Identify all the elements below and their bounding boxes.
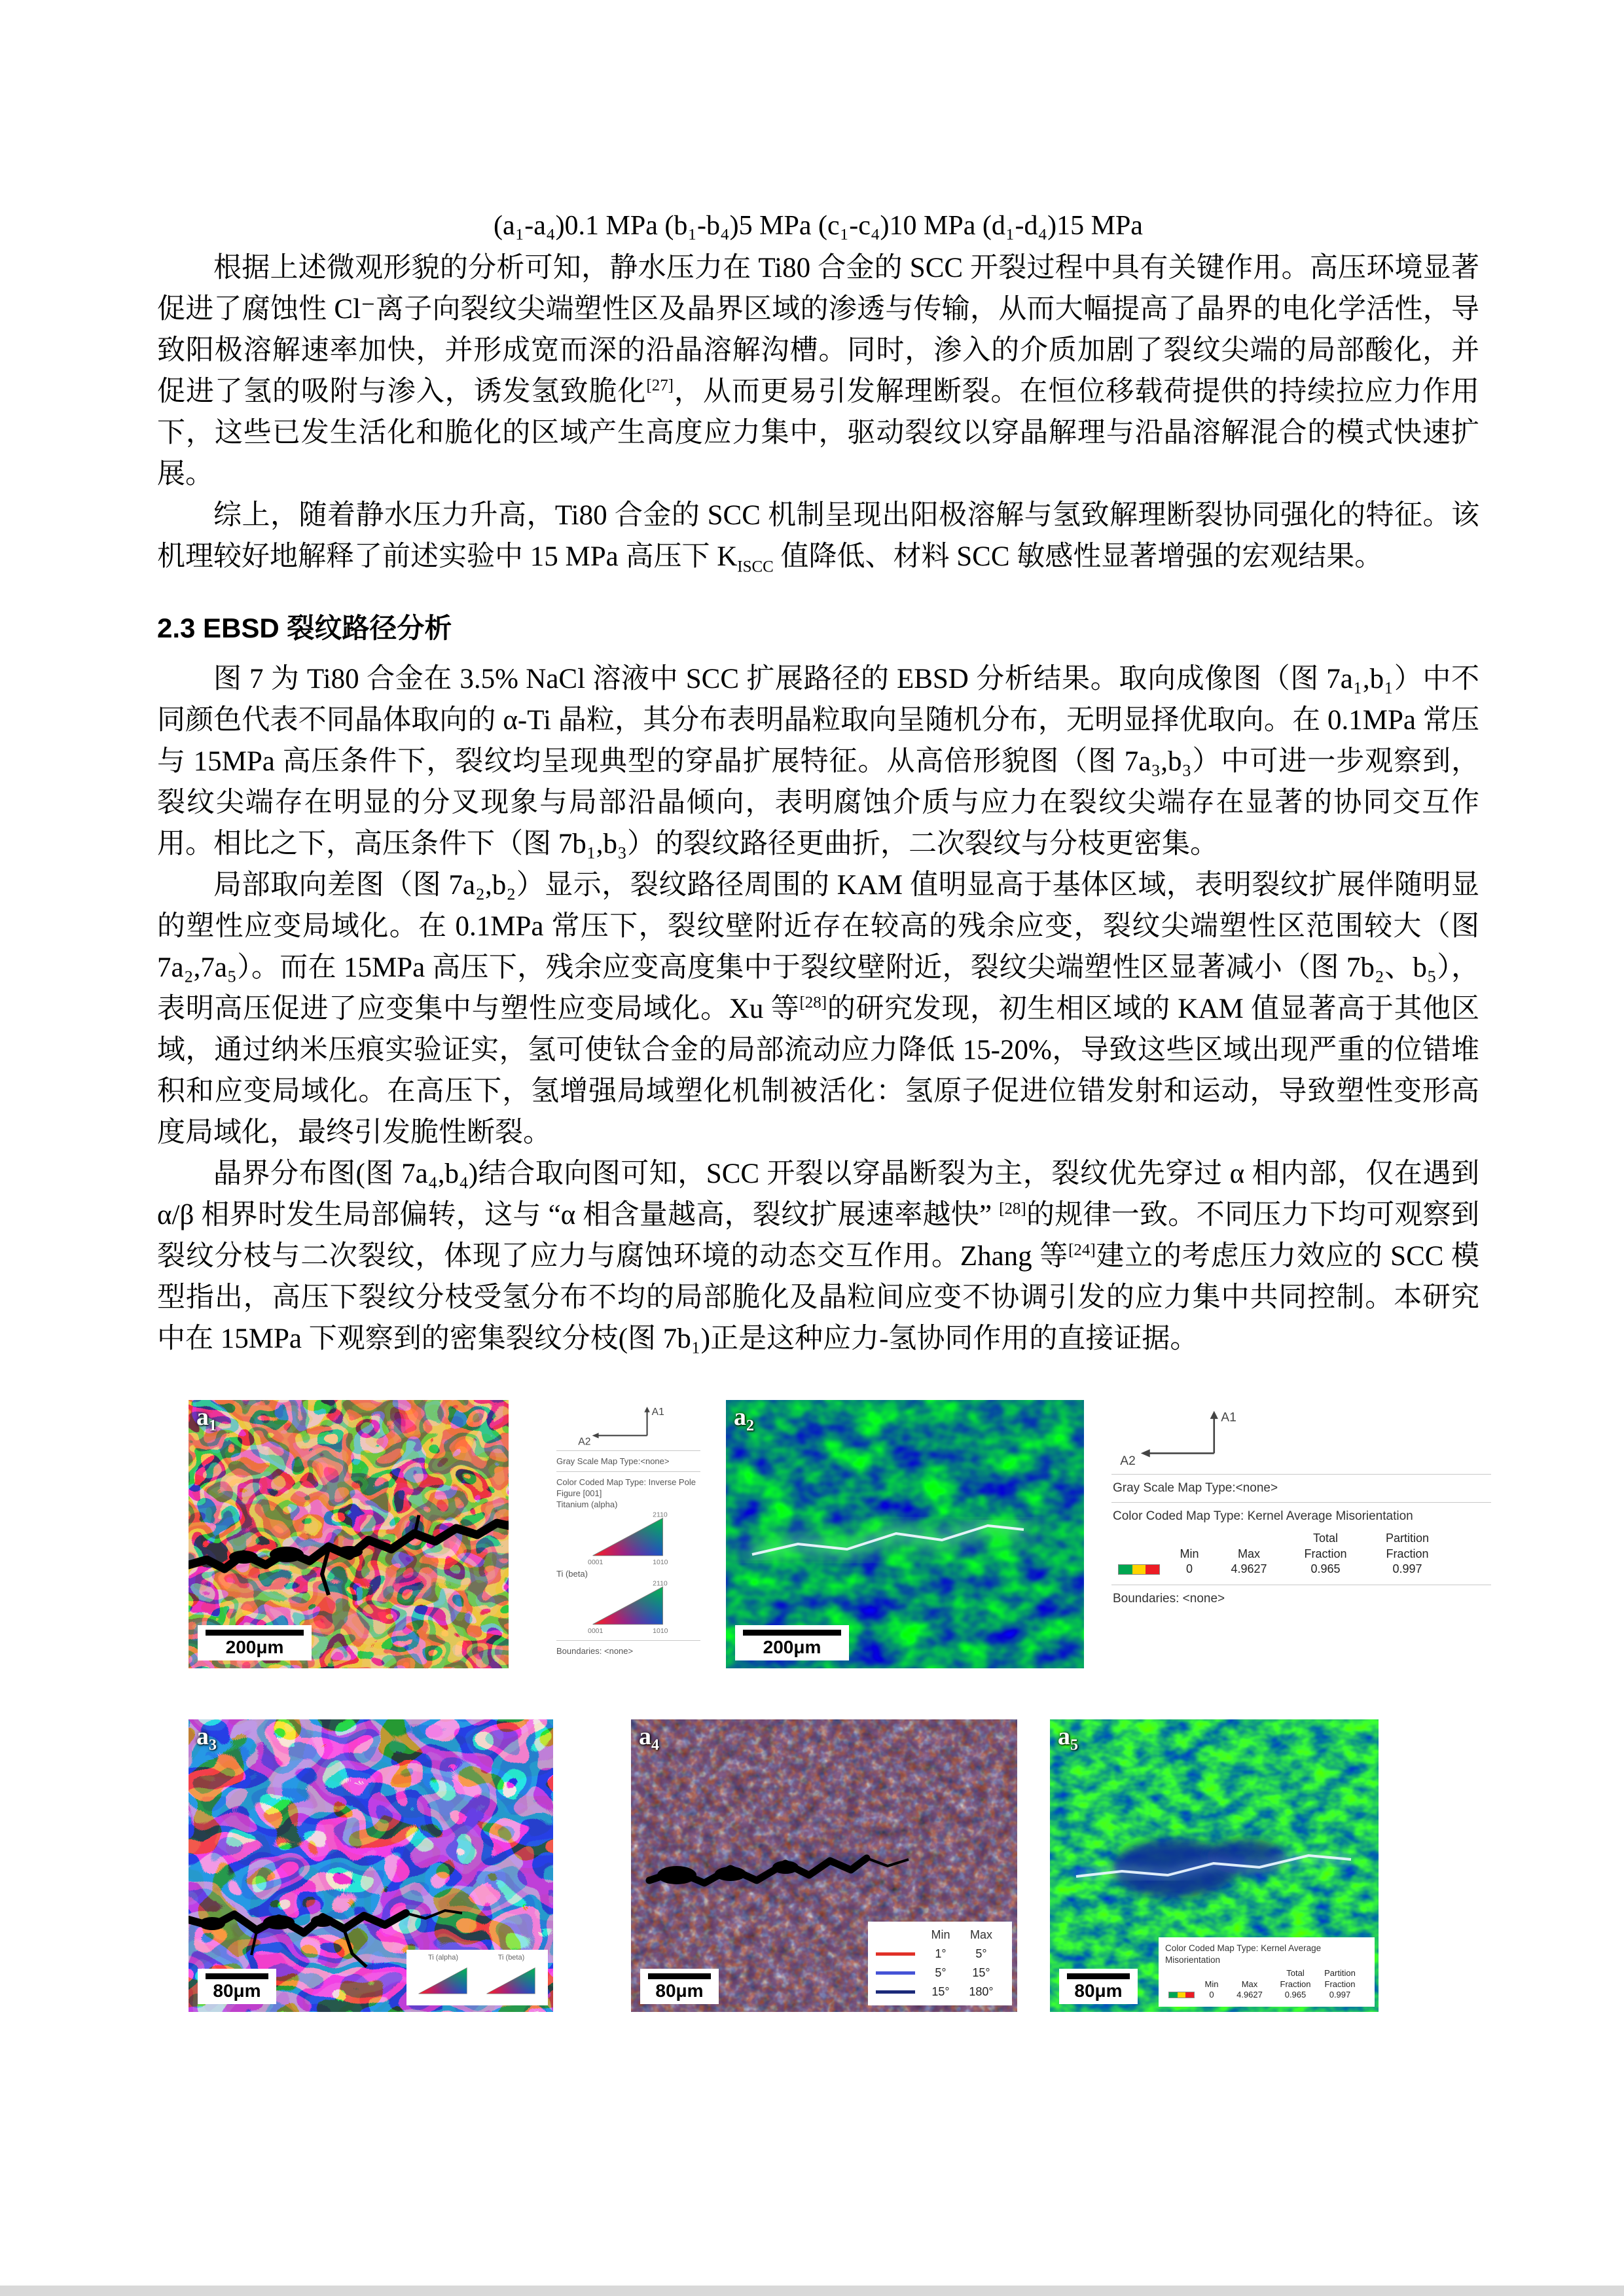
panel-label-a1: $a_1$ — [196, 1403, 217, 1435]
divider — [1111, 1474, 1491, 1475]
kam-color-swatch — [1168, 1992, 1195, 1998]
scalebar-label: 80μm — [655, 1981, 704, 2001]
kam-table-row: 0 4.9627 0.965 0.997 — [1111, 1562, 1491, 1577]
svg-text:0001: 0001 — [588, 1558, 604, 1566]
boundary-color-line — [876, 1952, 915, 1956]
kam-color-swatch — [1118, 1564, 1160, 1575]
phase-label-beta: Ti (beta) — [556, 1568, 588, 1579]
scalebar-label: 200μm — [763, 1637, 821, 1657]
kam-legend-panel — [1108, 1403, 1495, 1614]
divider — [556, 1450, 700, 1451]
figure-7 — [157, 1400, 1479, 2022]
boundaries-label: Boundaries: <none> — [556, 1645, 634, 1656]
svg-text:2110: 2110 — [653, 1580, 668, 1588]
scalebar-line — [206, 1630, 304, 1636]
ebsd-panel-a2 — [726, 1400, 1084, 1668]
svg-text:A2: A2 — [578, 1436, 591, 1446]
paragraph: 图 7 为 Ti80 合金在 3.5% NaCl 溶液中 SCC 扩展路径的 EBSD 分析结果。取向成像图（图 7a₁,b₁）中不同颜色代表不同晶体取向的 α-Ti 晶粒，其分布表明晶粒取向呈随机分布，无明显择优取向。在 0.1MPa 常压与 15MPa 高压条件下，裂纹均呈现典型的穿晶扩展特征。从高倍形貌图（图 7a₃,b₃）中可进一步观察到，裂纹尖端存在明显的分叉现象与局部沿晶倾向，表明腐蚀介质与应力在裂纹尖端存在显著的协同交互作用。相比之下，高压条件下（图 7b₁,b₃）的裂纹路径更曲折，二次裂纹与分枝更密集。 — [157, 664, 1479, 859]
kam-table-header-1: Total Partition — [1312, 1532, 1430, 1545]
ipf-color-key-icon — [483, 1964, 539, 2001]
ebsd-panel-a5 — [1050, 1719, 1379, 2012]
panel-label-a3: $a_3$ — [196, 1723, 217, 1754]
scalebar-line — [743, 1630, 841, 1636]
scalebar-label: 80μm — [213, 1981, 261, 2001]
grayscale-map-type: Gray Scale Map Type:<none> — [556, 1456, 670, 1466]
page-content — [157, 208, 1479, 2022]
kam-table-header-1: Total Partition — [1286, 1968, 1356, 1979]
boundary-color-line — [876, 1990, 915, 1994]
scalebar-a2 — [735, 1625, 849, 1660]
kam-table-header-2: Min Max Fraction Fraction — [1204, 1979, 1356, 1989]
kam-table-small — [1165, 1968, 1368, 2000]
paragraph: 局部取向差图（图 7a₂,b₂）显示，裂纹路径周围的 KAM 值明显高于基体区域，表明裂纹扩展伴随明显的塑性应变局域化。在 0.1MPa 常压下，裂纹壁附近存在较高的残余应变，裂纹尖端塑性区范围较大（图 7a₂,7a₅）。而在 15MPa 高压下，残余应变高度集中于裂纹壁附近，裂纹尖端塑性区显著减小（图 7b₂、b₅），表明高压促进了应变集中与塑性应变局域化。Xu 等[28]的研究发现，初生相区域的 KAM 值显著高于其他区域，通过纳米压痕实验证实，氢可使钛合金的局部流动应力降低 15-20%，导致这些区域出现严重的位错堆积和应变局域化。在高压下，氢增强局域塑化机制被活化：氢原子促进位错发射和运动，导致塑性变形高度局域化，最终引发脆性断裂。 — [157, 870, 1479, 1148]
kam-table-row: 0 4.9627 0.965 0.997 — [1165, 1990, 1368, 2000]
panel-label-a2: $a_2$ — [734, 1403, 754, 1435]
phase-label-alpha: Titanium (alpha) — [556, 1499, 618, 1510]
colorcoded-map-type: Color Coded Map Type: Inverse Pole Figure [001] — [556, 1477, 696, 1499]
ipf-key-box — [406, 1950, 548, 2005]
paragraph: 晶界分布图(图 7a₄,b₄)结合取向图可知，SCC 开裂以穿晶断裂为主，裂纹优先穿过 α 相内部，仅在遇到 α/β 相界时发生局部偏转，这与 “α 相含量越高，裂纹扩展速率越快” [28]的规律一致。不同压力下均可观察到裂纹分枝与二次裂纹，体现了应力与腐蚀环境的动态交互作用。Zhang 等[24]建立的考虑压力效应的 SCC 模型指出，高压下裂纹分枝受氢分布不均的局部脆化及晶粒间应变不协调引发的应力集中共同控制。本研究中在 15MPa 下观察到的密集裂纹分枝(图 7b₁)正是这种应力-氢协同作用的直接证据。 — [157, 1158, 1480, 1354]
svg-text:A1: A1 — [1221, 1410, 1236, 1425]
panel-label-a5: $a_5$ — [1058, 1723, 1078, 1754]
colorcoded-map-type: Color Coded Map Type: Kernel Average Misorientation — [1113, 1509, 1413, 1523]
scalebar-a3 — [198, 1969, 276, 2004]
kam-mini-legend — [1159, 1937, 1375, 2007]
divider — [556, 1471, 700, 1472]
misorientation-row: 15° 180° — [876, 1985, 1004, 1999]
page-bottom-edge — [0, 2286, 1624, 2296]
svg-text:1010: 1010 — [653, 1558, 668, 1566]
ipf-color-key-icon — [588, 1512, 669, 1567]
scalebar-a4 — [640, 1969, 719, 2004]
svg-text:0001: 0001 — [588, 1627, 604, 1635]
boundary-color-line — [876, 1971, 915, 1975]
colorcoded-map-type: Color Coded Map Type: Kernel Average Misorientation — [1165, 1943, 1322, 1965]
svg-text:1010: 1010 — [653, 1627, 668, 1635]
ipf-color-key-icon — [588, 1581, 669, 1636]
svg-text:2110: 2110 — [653, 1511, 668, 1519]
scalebar-a1 — [198, 1625, 312, 1660]
paragraph: 综上，随着静水压力升高，Ti80 合金的 SCC 机制呈现出阳极溶解与氢致解理断裂协同强化的特征。该机理较好地解释了前述实验中 15 MPa 高压下 $K_{ISCC}$ 值降低、材料 SCC 敏感性显著增强的宏观结果。 — [157, 500, 1479, 576]
scalebar-line — [648, 1973, 711, 1979]
axes-icon — [575, 1404, 673, 1446]
misorientation-legend-header: Min Max — [931, 1928, 992, 1941]
boundaries-label: Boundaries: <none> — [1113, 1592, 1225, 1606]
ebsd-panel-a4 — [631, 1719, 1017, 2012]
ebsd-panel-a3 — [189, 1719, 553, 2012]
section-heading: 2.3 EBSD 裂纹路径分析 — [157, 613, 452, 643]
scalebar-line — [1067, 1973, 1130, 1979]
ipf-color-key-icon — [415, 1964, 471, 2001]
misorientation-row: 1° 5° — [876, 1947, 1004, 1961]
scalebar-a5 — [1059, 1969, 1138, 2004]
scalebar-label: 200μm — [225, 1637, 284, 1657]
ipf-key-alpha: Ti (alpha) — [412, 1954, 475, 2001]
panel-label-a4: $a_4$ — [639, 1723, 659, 1754]
misorientation-legend — [868, 1922, 1012, 2005]
axes-icon — [1117, 1404, 1254, 1469]
divider — [1111, 1502, 1491, 1503]
figure-series-caption: (a₁-a₄)0.1 MPa (b₁-b₄)5 MPa (c₁-c₄)10 MPa (d₁-d₄)15 MPa — [494, 211, 1143, 241]
divider — [556, 1640, 700, 1641]
scalebar-label: 80μm — [1074, 1981, 1123, 2001]
misorientation-row: 5° 15° — [876, 1966, 1004, 1980]
kam-table — [1111, 1531, 1491, 1577]
svg-text:A1: A1 — [651, 1407, 664, 1418]
kam-table-header-2: Min Max Fraction Fraction — [1180, 1547, 1429, 1560]
ipf-key-beta: Ti (beta) — [480, 1954, 543, 2001]
ipf-legend-panel — [550, 1400, 707, 1668]
paragraph: 根据上述微观形貌的分析可知，静水压力在 Ti80 合金的 SCC 开裂过程中具有关键作用。高压环境显著促进了腐蚀性 Cl⁻离子向裂纹尖端塑性区及晶界区域的渗透与传输，从而大幅提高了晶界的电化学活性，导致阳极溶解速率加快，并形成宽而深的沿晶溶解沟槽。同时，渗入的介质加剧了裂纹尖端的局部酸化，并促进了氢的吸附与渗入，诱发氢致脆化[27]，从而更易引发解理断裂。在恒位移载荷提供的持续拉应力作用下，这些已发生活化和脆化的区域产生高度应力集中，驱动裂纹以穿晶解理与沿晶溶解混合的模式快速扩展。 — [157, 253, 1480, 490]
svg-text:A2: A2 — [1120, 1454, 1136, 1468]
scalebar-line — [206, 1973, 268, 1979]
ebsd-panel-a1 — [189, 1400, 509, 1668]
grayscale-map-type: Gray Scale Map Type:<none> — [1113, 1481, 1278, 1495]
